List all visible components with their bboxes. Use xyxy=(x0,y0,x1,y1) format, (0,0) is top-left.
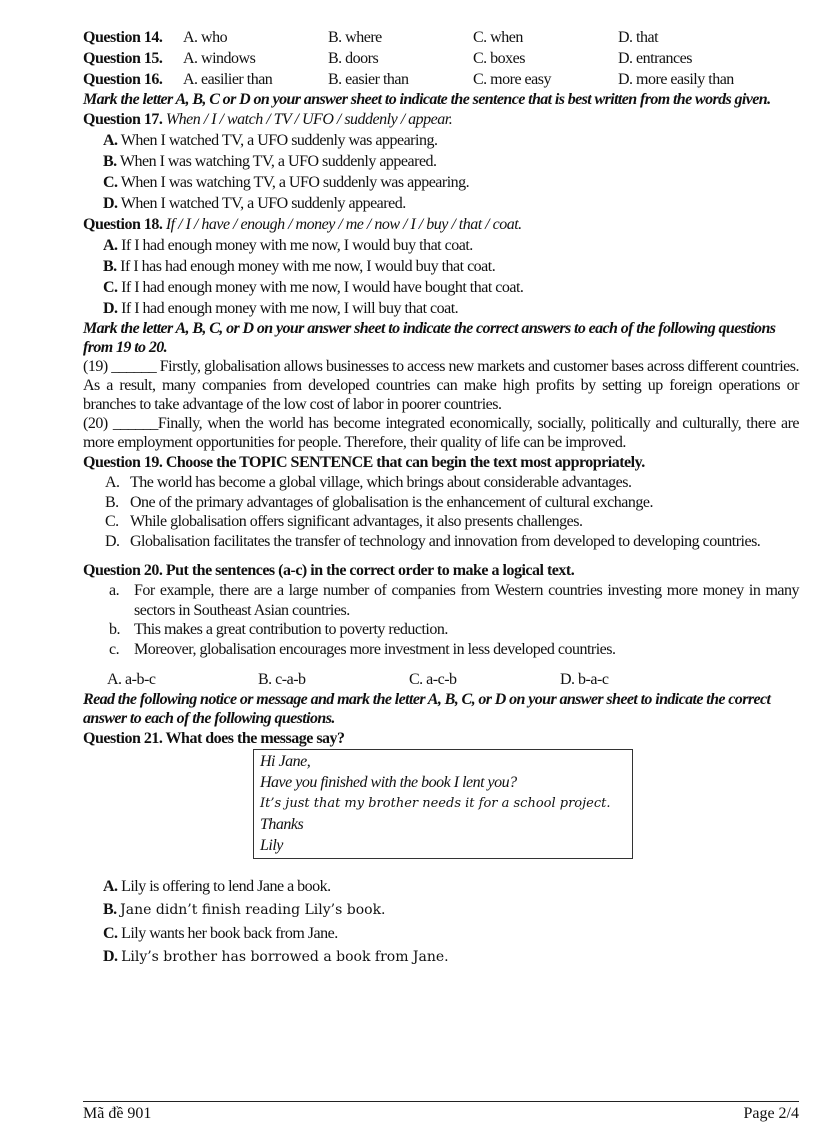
option-a: A. who xyxy=(183,29,228,46)
option-b xyxy=(83,256,799,277)
option-b xyxy=(83,898,799,922)
option-c: C. more easy xyxy=(473,71,551,88)
sentence-text: For example, there are a large number of companies from Western countries investing more money in many sectors in Southeast Asian countries. xyxy=(134,582,799,619)
message-line: Have you finished with the book I lent you? xyxy=(260,774,517,791)
message-line: It’s just that my brother needs it for a school project. xyxy=(260,796,611,811)
option-a xyxy=(83,473,799,493)
passage-paragraph-2 xyxy=(83,414,799,452)
option-c: C. when xyxy=(473,29,523,46)
question-prompt: If / I / have / enough / money / me / now / I / buy / that / coat. xyxy=(165,216,522,233)
option-text: Lily wants her book back from Jane. xyxy=(121,925,338,942)
question-label: Question 18. xyxy=(83,216,163,233)
option-text: When I watched TV, a UFO suddenly appeared. xyxy=(120,195,406,212)
question-14 xyxy=(83,27,799,48)
option-c xyxy=(83,277,799,298)
section-instruction: Mark the letter A, B, C, or D on your answer sheet to indicate the correct answers to each of the following questions from 19 to 20. xyxy=(83,320,776,356)
option-key: C. xyxy=(103,174,118,191)
option-key: A. xyxy=(103,132,118,149)
question-21-label: Question 21. What does the message say? xyxy=(83,730,345,747)
option-text: If I has had enough money with me now, I would buy that coat. xyxy=(120,258,496,275)
page-number: Page 2/4 xyxy=(743,1105,799,1122)
option-text: If I had enough money with me now, I would have bought that coat. xyxy=(121,279,524,296)
question-15 xyxy=(83,48,799,69)
option-a xyxy=(83,235,799,256)
question-17 xyxy=(83,109,799,130)
passage-paragraph-1 xyxy=(83,357,799,414)
option-c: C. boxes xyxy=(473,50,525,67)
option-b xyxy=(83,151,799,172)
option-key: D. xyxy=(103,300,118,317)
question-label: Question 14. xyxy=(83,29,163,46)
option-text: Globalisation facilitates the transfer of technology and innovation from developed to developing countries. xyxy=(130,532,761,550)
question-label: Question 15. xyxy=(83,50,163,67)
option-key: D. xyxy=(103,195,118,212)
question-20-label: Question 20. Put the sentences (a-c) in the correct order to make a logical text. xyxy=(83,562,575,579)
option-key: D. xyxy=(103,948,118,965)
option-d xyxy=(83,298,799,319)
option-text: If I had enough money with me now, I will buy that coat. xyxy=(121,300,459,317)
blank-number: (19) xyxy=(83,358,108,375)
sentence-text: This makes a great contribution to poverty reduction. xyxy=(134,621,448,638)
message-signature: Lily xyxy=(260,837,283,854)
option-a: A. a-b-c xyxy=(107,671,156,688)
option-b: B. easier than xyxy=(328,71,409,88)
option-a xyxy=(83,130,799,151)
option-key: C. xyxy=(103,279,118,296)
message-closing: Thanks xyxy=(260,816,304,833)
question-20-options xyxy=(83,669,799,690)
blank-number: (20) xyxy=(83,415,108,432)
option-key: C. xyxy=(103,925,118,942)
option-d xyxy=(83,945,799,969)
option-c: C. a-c-b xyxy=(409,671,457,688)
option-text: When I was watching TV, a UFO suddenly appeared. xyxy=(119,153,437,170)
sentence-c xyxy=(83,640,799,660)
option-key: B. xyxy=(103,258,117,275)
sentence-key: a. xyxy=(109,582,120,599)
option-text: While globalisation offers significant advantages, it also presents challenges. xyxy=(130,513,583,530)
option-key: A. xyxy=(105,474,120,491)
option-c xyxy=(83,172,799,193)
option-a: A. windows xyxy=(183,50,256,67)
option-text: When I watched TV, a UFO suddenly was appearing. xyxy=(120,132,438,149)
option-b: B. doors xyxy=(328,50,379,67)
option-text: Lily is offering to lend Jane a book. xyxy=(121,878,331,895)
sentence-key: b. xyxy=(109,621,120,638)
option-d: D. that xyxy=(618,29,659,46)
option-text: The world has become a global village, which brings about considerable advantages. xyxy=(130,474,632,491)
exam-code: Mã đề 901 xyxy=(83,1105,152,1122)
option-text: If I had enough money with me now, I would buy that coat. xyxy=(121,237,473,254)
question-label: Question 17. xyxy=(83,111,163,128)
sentence-b xyxy=(83,620,799,640)
sentence-key: c. xyxy=(109,640,120,658)
footer-divider xyxy=(83,1101,799,1102)
section-instruction: Mark the letter A, B, C or D on your answer sheet to indicate the sentence that is best written from the words given. xyxy=(83,91,771,108)
option-a: A. easilier than xyxy=(183,71,273,88)
option-b: B. c-a-b xyxy=(258,671,306,688)
option-key: A. xyxy=(103,237,118,254)
option-text: Lily’s brother has borrowed a book from Jane. xyxy=(121,949,449,965)
sentence-a xyxy=(83,581,799,620)
message-box xyxy=(253,749,633,859)
blank: ______ xyxy=(111,358,157,375)
question-16 xyxy=(83,69,799,90)
option-key: B. xyxy=(103,153,117,170)
question-label: Question 16. xyxy=(83,71,163,88)
option-text: When I was watching TV, a UFO suddenly was appearing. xyxy=(120,174,470,191)
question-18 xyxy=(83,214,799,235)
page-content xyxy=(83,27,799,969)
option-d: D. entrances xyxy=(618,50,692,67)
question-19-label: Question 19. Choose the TOPIC SENTENCE that can begin the text most appropriately. xyxy=(83,454,645,471)
option-text: One of the primary advantages of globalisation is the enhancement of cultural exchange. xyxy=(130,493,653,511)
option-d xyxy=(83,532,799,552)
blank: ______ xyxy=(112,415,158,432)
option-text: Jane didn’t finish reading Lily’s book. xyxy=(120,902,386,918)
sentence-text: Moreover, globalisation encourages more investment in less developed countries. xyxy=(134,640,616,658)
option-a xyxy=(83,875,799,898)
option-key: A. xyxy=(103,878,118,895)
option-key: B. xyxy=(103,901,117,918)
option-key: B. xyxy=(105,493,119,511)
section-instruction: Read the following notice or message and mark the letter A, B, C, or D on your answer sheet to indicate the correct answer to each of the following questions. xyxy=(83,691,771,727)
option-b: B. where xyxy=(328,29,382,46)
option-d xyxy=(83,193,799,214)
option-b xyxy=(83,493,799,513)
message-greeting: Hi Jane, xyxy=(260,753,311,770)
paragraph-text: Firstly, globalisation allows businesses to access new markets and customer bases across different countries. As a result, many companies from developed countries can make high profits by setting up foreign operations or branches to take advantage of the low cost of labor in poorer countries. xyxy=(83,358,800,413)
option-key: D. xyxy=(105,532,120,550)
paragraph-text: Finally, when the world has become integrated economically, socially, politically and culturally, there are more employment opportunities for people. Therefore, their quality of life can be improved. xyxy=(83,415,799,451)
option-c xyxy=(83,512,799,532)
option-d: D. b-a-c xyxy=(560,671,609,688)
option-d: D. more easily than xyxy=(618,71,734,88)
question-prompt: When / I / watch / TV / UFO / suddenly / appear. xyxy=(165,111,453,128)
option-c xyxy=(83,922,799,945)
option-key: C. xyxy=(105,513,119,530)
